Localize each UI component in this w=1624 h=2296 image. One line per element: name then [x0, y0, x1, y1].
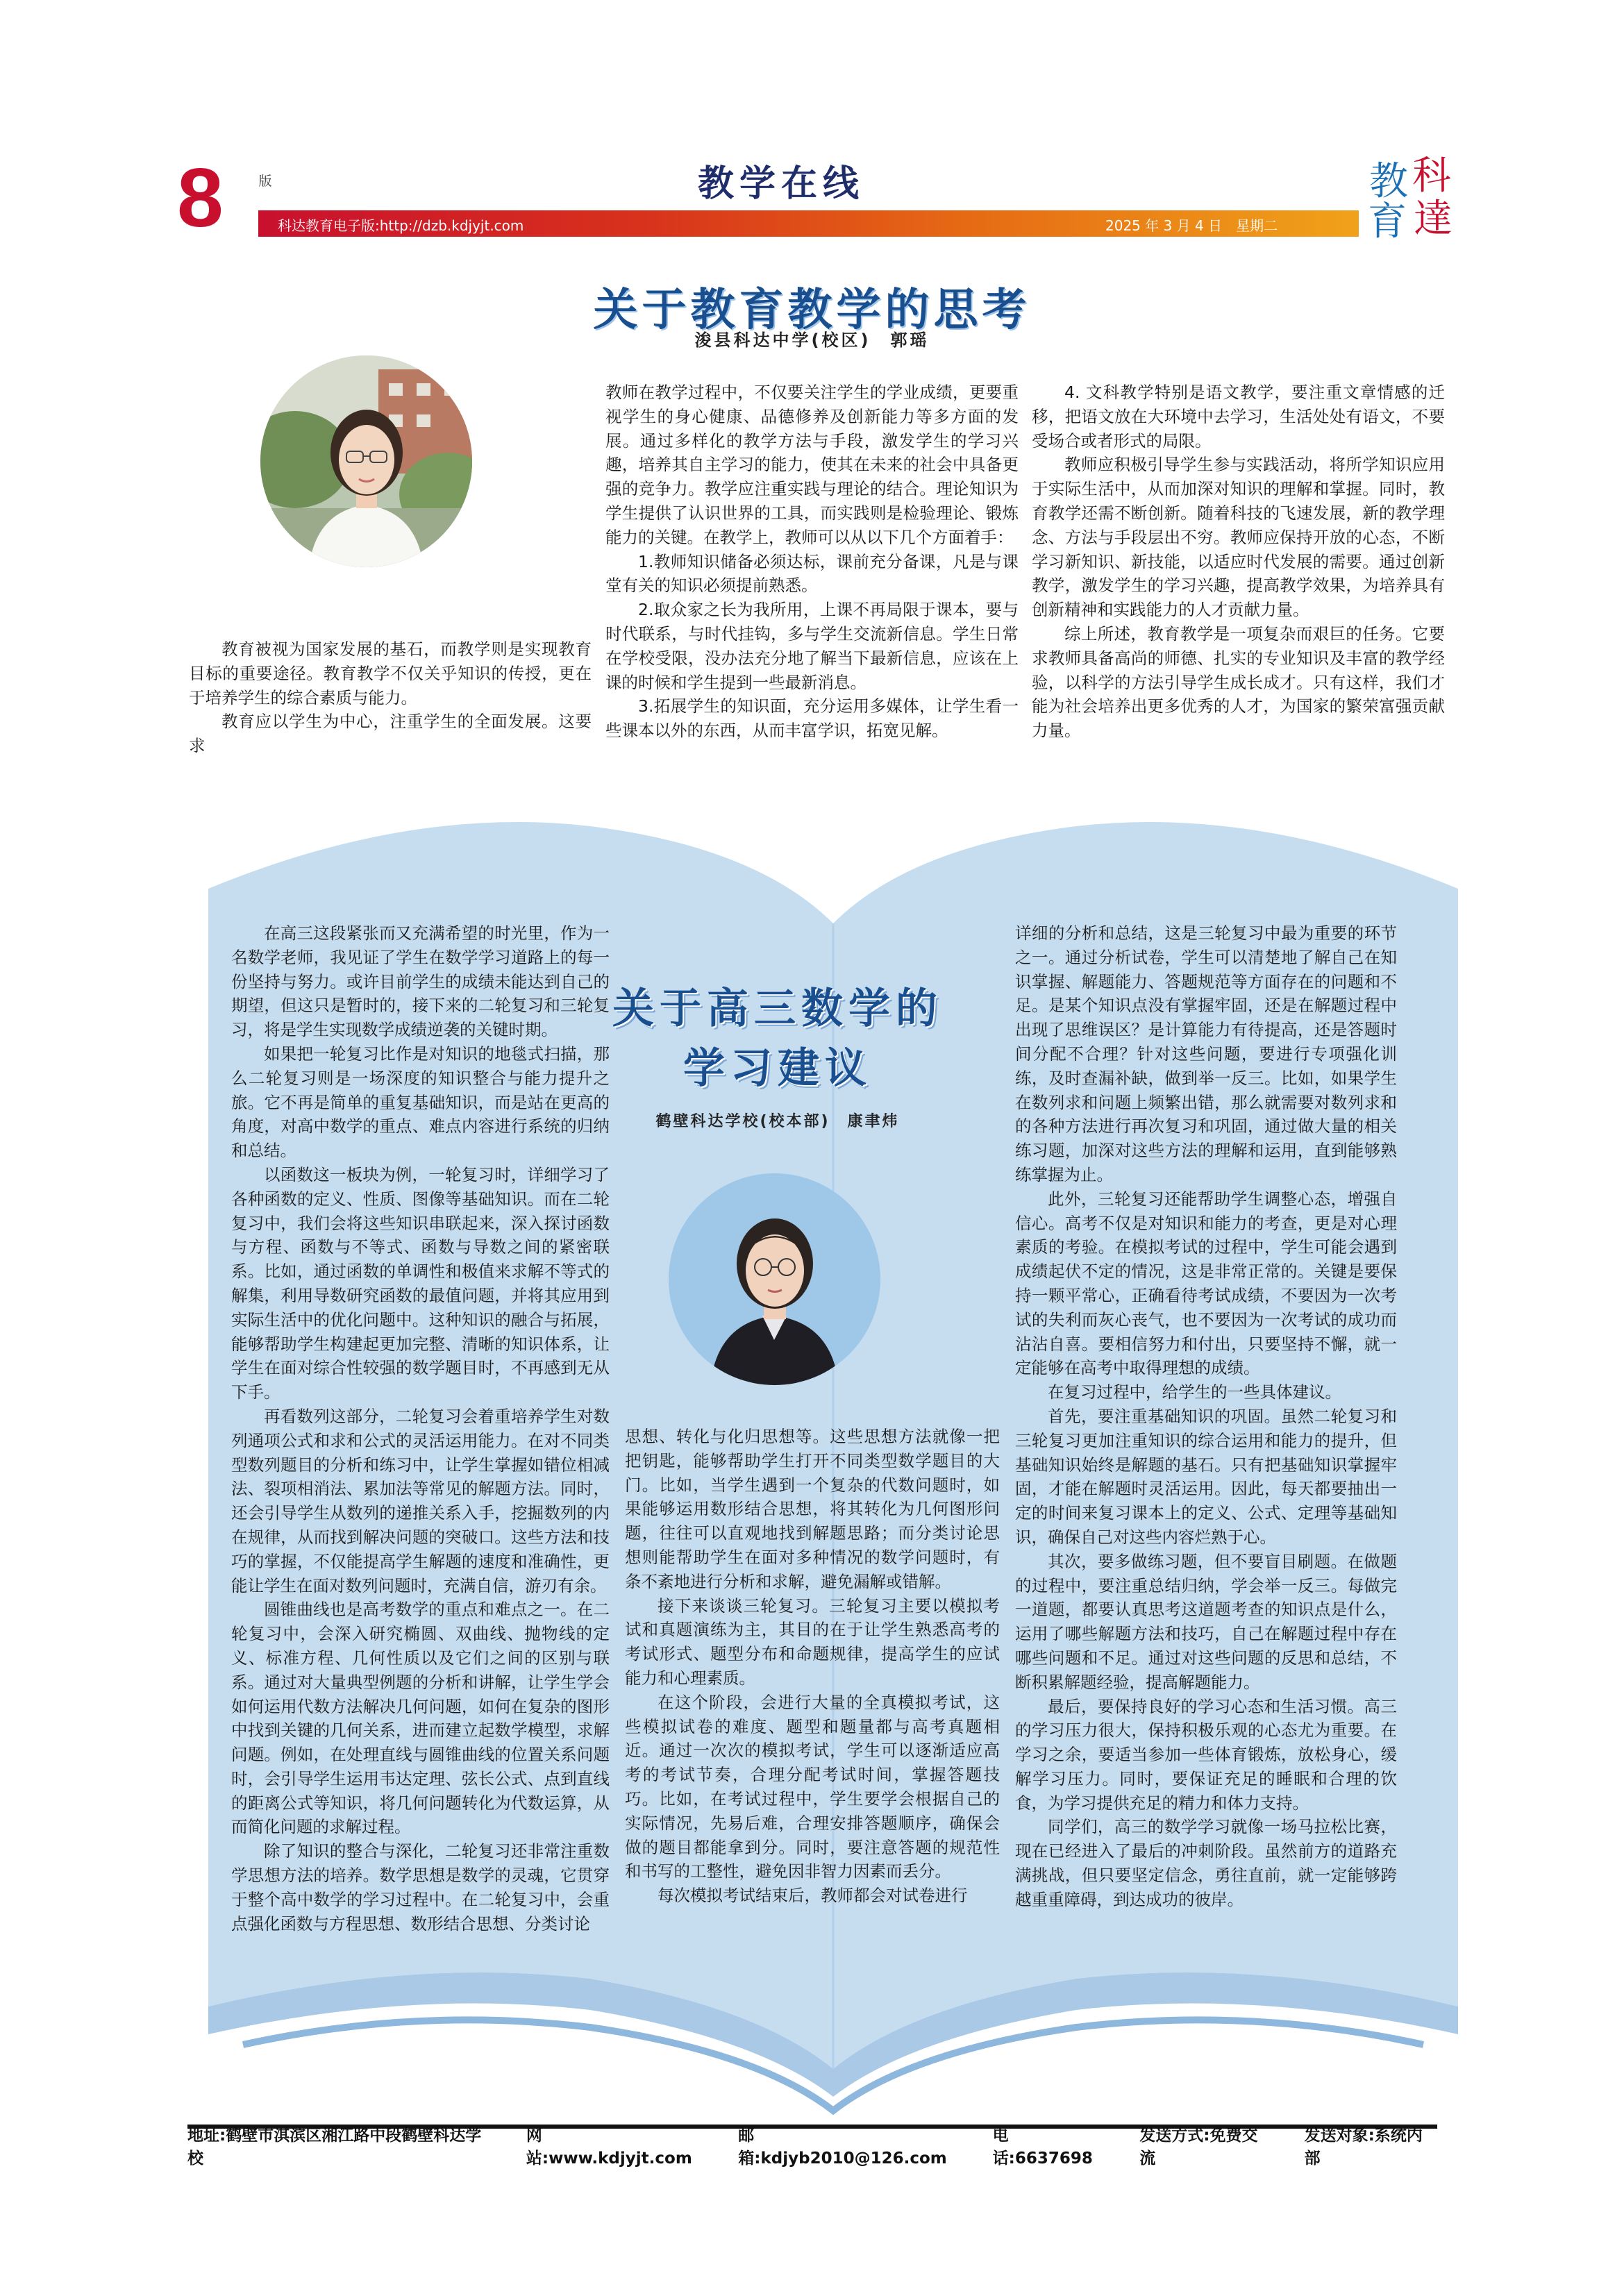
paragraph: 教师应积极引导学生参与实践活动，将所学知识应用于实际生活中，从而加深对知识的理解和掌握。同时，教育教学还需不断创新。随着科技的飞速发展，新的教学理念、方法与手段层出不穷。教师应保持开放的心态，不断学习新知识、新技能，以适应时代发展的需要。通过创新教学，激发学生的学习兴趣，提高教学效果，为培养具有创新精神和实践能力的人才贡献力量。	[1032, 455, 1445, 620]
article2-column-3	[1015, 921, 1397, 1912]
paragraph: 在高三这段紧张而又充满希望的时光里，作为一名数学老师，我见证了学生在数学学习道路上的每一份坚持与努力。或许目前学生的成绩未能达到自己的期望，但这只是暂时的，接下来的二轮复习和三轮复习，将是学生实现数学成绩逆袭的关键时期。	[231, 923, 610, 1040]
footer	[187, 2127, 1437, 2168]
paragraph: 圆锥曲线也是高考数学的重点和难点之一。在二轮复习中，会深入研究椭圆、双曲线、抛物线的定义、标准方程、几何性质以及它们之间的区别与联系。通过对大量典型例题的分析和讲解，让学生学会如何运用代数方法解决几何问题，如何在复杂的图形中找到关键的几何关系，进而建立起数学模型，求解问题。例如，在处理直线与圆锥曲线的位置关系问题时，会引导学生运用韦达定理、弦长公式、点到直线的距离公式等知识，将几何问题转化为代数运算，从而简化问题的求解过程。	[231, 1600, 610, 1837]
portrait-illustration	[669, 1173, 880, 1385]
author-photo-guo	[260, 355, 472, 567]
article2-column-2	[625, 1425, 1000, 1908]
paragraph: 每次模拟考试结束后，教师都会对试卷进行	[658, 1886, 968, 1906]
author-photo-kang	[669, 1173, 880, 1385]
paragraph: 教育应以学生为中心，注重学生的全面发展。这要求	[189, 712, 592, 756]
paragraph: 3.拓展学生的知识面，充分运用多媒体，让学生看一些课本以外的东西，从而丰富学识，拓宽见解。	[605, 696, 1019, 741]
article1-column-2	[605, 380, 1019, 743]
article2-author: 鹤壁科达学校(校本部) 康聿炜	[655, 1113, 900, 1130]
logo-char: 教	[1369, 159, 1408, 204]
issue-date: 2025 年 3 月 4 日 星期二	[1105, 217, 1278, 234]
paragraph: 教师在教学过程中，不仅要关注学生的学业成绩，更要重视学生的身心健康、品德修养及创新能力等多方面的发展。通过多样化的教学方法与手段，激发学生的学习兴趣，培养其自主学习的能力，使其在未来的社会中具备更强的竞争力。教学应注重实践与理论的结合。理论知识为学生提供了认识世界的工具，而实践则是检验理论、锻炼能力的关键。在教学上，教师可以从以下几个方面着手：	[605, 383, 1019, 547]
paragraph: 以函数这一板块为例，一轮复习时，详细学习了各种函数的定义、性质、图像等基础知识。而在二轮复习中，我们会将这些知识串联起来，深入探讨函数与方程、函数与不等式、函数与导数之间的紧密联系。比如，通过函数的单调性和极值来求解不等式的解集，利用导数研究函数的最值问题，并将其应用到实际生活中的优化问题中。这种知识的融合与拓展，能够帮助学生构建起更加完整、清晰的知识体系，让学生在面对综合性较强的数学题目时，不再感到无从下手。	[231, 1164, 610, 1402]
title-line: 学习建议	[683, 1044, 872, 1093]
footer-email: 邮箱:kdjyb2010@126.com	[738, 2127, 947, 2168]
paragraph: 同学们，高三的数学学习就像一场马拉松比赛，现在已经进入了最后的冲刺阶段。虽然前方的道路充满挑战，但只要坚定信念，勇往直前，就一定能够跨越重重障碍，到达成功的彼岸。	[1015, 1817, 1397, 1909]
logo-char: 育	[1368, 199, 1407, 244]
paragraph: 综上所述，教育教学是一项复杂而艰巨的任务。它要求教师具备高尚的师德、扎实的专业知识及丰富的教学经验，以科学的方法引导学生成长成才。只有这样，我们才能为社会培养出更多优秀的人才，为国家的繁荣富强贡献力量。	[1032, 623, 1445, 741]
footer-target: 发送对象:系统内部	[1304, 2127, 1423, 2168]
footer-address: 地址:鹤壁市淇滨区湘江路中段鹤壁科达学校	[187, 2127, 482, 2168]
section-title: 教学在线	[698, 162, 865, 205]
article1-title: 关于教育教学的思考	[593, 285, 1031, 336]
title-line: 关于高三数学的	[612, 984, 943, 1033]
footer-website: 网站:www.kdjyjt.com	[526, 2127, 692, 2168]
paragraph: 最后，要保持良好的学习心态和生活习惯。高三的学习压力很大，保持积极乐观的心态尤为重要。在学习之余，要适当参加一些体育锻炼，放松身心，缓解学习压力。同时，要保证充足的睡眠和合理的饮食，为学习提供充足的精力和体力支持。	[1015, 1696, 1397, 1813]
paper-name: 科达教育电子版:http://dzb.kdjyjt.com	[278, 217, 524, 234]
footer-delivery: 发送方式:免费交流	[1139, 2127, 1258, 2168]
paragraph: 2.取众家之长为我所用，上课不再局限于课本，要与时代联系，与时代挂钩，多与学生交流新信息。学生日常在学校受限，没办法充分地了解当下最新信息，应该在上课的时候和学生提到一些最新消息。	[605, 600, 1019, 692]
page-number: 8	[177, 151, 224, 244]
paragraph: 接下来谈谈三轮复习。三轮复习主要以模拟考试和真题演练为主，其目的在于让学生熟悉高考的考试形式、题型分布和命题规律，提高学生的应试能力和心理素质。	[625, 1595, 1000, 1688]
article1-author: 浚县科达中学(校区) 郭瑶	[694, 330, 930, 350]
paragraph: 在复习过程中，给学生的一些具体建议。	[1048, 1382, 1341, 1402]
portrait-illustration	[260, 355, 472, 567]
paragraph: 详细的分析和总结，这是三轮复习中最为重要的环节之一。通过分析试卷，学生可以清楚地了解自己在知识掌握、解题能力、答题规范等方面存在的问题和不足。是某个知识点没有掌握牢固，还是在解题过程中出现了思维误区？是计算能力有待提高，还是答题时间分配不合理？针对这些问题，要进行专项强化训练，及时查漏补缺，做到举一反三。比如，如果学生在数列求和问题上频繁出错，那么就需要对数列求和的各种方法进行再次复习和巩固，通过做大量的相关练习题，加深对这些方法的理解和运用，直到能够熟练掌握为止。	[1015, 923, 1397, 1184]
paragraph: 1.教师知识储备必须达标，课前充分备课，凡是与课堂有关的知识必须提前熟悉。	[605, 551, 1019, 596]
paragraph: 如果把一轮复习比作是对知识的地毯式扫描，那么二轮复习则是一场深度的知识整合与能力提升之旅。它不再是简单的重复基础知识，而是站在更高的角度，对高中数学的重点、难点内容进行系统的归纳和总结。	[231, 1044, 610, 1161]
logo-char: 科	[1412, 153, 1451, 199]
paragraph: 其次，要多做练习题，但不要盲目刷题。在做题的过程中，要注重总结归纳，学会举一反三。每做完一道题，都要认真思考这道题考查的知识点是什么，运用了哪些解题方法和技巧，自己在解题过程中存在哪些问题和不足。通过对这些问题的反思和总结，不断积累解题经验，提高解题能力。	[1015, 1551, 1397, 1692]
paragraph: 教育被视为国家发展的基石，而教学则是实现教育目标的重要途径。教育教学不仅关乎知识的传授，更在于培养学生的综合素质与能力。	[189, 639, 592, 707]
kede-logo	[1368, 153, 1472, 244]
logo-char: 達	[1414, 196, 1453, 242]
footer-phone: 电话:6637698	[992, 2127, 1093, 2168]
article2-column-1	[231, 921, 610, 1936]
paragraph: 再看数列这部分，二轮复习会着重培养学生对数列通项公式和求和公式的灵活运用能力。在对不同类型数列题目的分析和练习中，让学生掌握如错位相减法、裂项相消法、累加法等常见的解题方法。同时，还会引导学生从数列的递推关系入手，挖掘数列的内在规律，从而找到解决问题的突破口。这些方法和技巧的掌握，不仅能提高学生解题的速度和准确性，更能让学生在面对数列问题时，充满自信，游刃有余。	[231, 1406, 610, 1595]
article1-column-3	[1032, 380, 1445, 743]
header-bar	[258, 210, 1359, 237]
paragraph: 此外，三轮复习还能帮助学生调整心态，增强自信心。高考不仅是对知识和能力的考查，更是对心理素质的考验。在模拟考试的过程中，学生可能会遇到成绩起伏不定的情况，这是非常正常的。关键是要保持一颗平常心，正确看待考试成绩，不要因为一次考试的失利而灰心丧气，也不要因为一次考试的成功而沾沾自喜。要相信努力和付出，只要坚持不懈，就一定能够在高考中取得理想的成绩。	[1015, 1189, 1397, 1378]
article2-title	[576, 979, 979, 1098]
paragraph: 除了知识的整合与深化，二轮复习还非常注重数学思想方法的培养。数学思想是数学的灵魂，它贯穿于整个高中数学的学习过程中。在二轮复习中，会重点强化函数与方程思想、数形结合思想、分类讨论	[231, 1841, 610, 1934]
ban-label: 版	[258, 174, 272, 189]
paragraph: 首先，要注重基础知识的巩固。虽然二轮复习和三轮复习更加注重知识的综合运用和能力的提升，但基础知识始终是解题的基石。只有把基础知识掌握牢固，才能在解题时灵活运用。因此，每天都要抽出一定的时间来复习课本上的定义、公式、定理等基础知识，确保自己对这些内容烂熟于心。	[1015, 1406, 1397, 1547]
article1-column-1	[189, 637, 592, 758]
paragraph: 思想、转化与化归思想等。这些思想方法就像一把把钥匙，能够帮助学生打开不同类型数学题目的大门。比如，当学生遇到一个复杂的代数问题时，如果能够运用数形结合思想，将其转化为几何图形问题，往往可以直观地找到解题思路；而分类讨论思想则能帮助学生在面对多种情况的数学问题时，有条不紊地进行分析和求解，避免漏解或错解。	[625, 1427, 1000, 1591]
paragraph: 4. 文科教学特别是语文教学，要注重文章情感的迁移，把语文放在大环境中去学习，生活处处有语文，不要受场合或者形式的局限。	[1032, 383, 1445, 451]
paragraph: 在这个阶段，会进行大量的全真模拟考试，这些模拟试卷的难度、题型和题量都与高考真题相近。通过一次次的模拟考试，学生可以逐渐适应高考的考试节奏，合理分配考试时间，掌握答题技巧。比如，在考试过程中，学生要学会根据自己的实际情况，先易后难，合理安排答题顺序，确保会做的题目都能拿到分。同时，要注意答题的规范性和书写的工整性，避免因非智力因素而丢分。	[625, 1692, 1000, 1882]
